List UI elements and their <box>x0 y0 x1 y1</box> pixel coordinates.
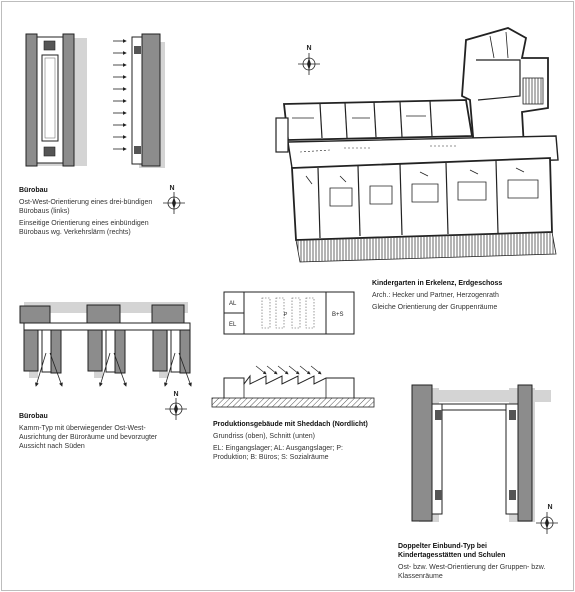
plan-label-al: AL <box>229 301 237 307</box>
caption-kindergarten <box>372 279 562 315</box>
plan-label-p: P <box>284 312 288 318</box>
caption-line: Ost-West-Orientierung eines drei-bündigen Bürobaus (links) <box>19 199 153 215</box>
buerobau-single-aisle-plan <box>132 34 165 168</box>
production-section <box>212 366 374 407</box>
plan-label-el: EL <box>229 322 237 328</box>
caption-title: Kindergarten in Erkelenz, Erdgeschoss <box>372 280 503 287</box>
north-label-3: N <box>173 391 179 398</box>
caption-line: Ost- bzw. West-Orientierung der Gruppen- bzw. Klassenräume <box>398 564 546 580</box>
north-label-1: N <box>169 185 175 192</box>
north-label-2: N <box>306 45 312 52</box>
plan-label-bs: B+S <box>332 312 344 318</box>
caption-title: Bürobau <box>19 413 48 420</box>
caption-title: Doppelter Einbund-Typ bei Kindertagesstätten und Schulen <box>398 543 506 559</box>
buerobau-three-aisle-plan <box>26 34 87 166</box>
caption-line: Kamm-Typ mit überwiegender Ost-West-Ausrichtung der Büroräume und bevorzugter Aussicht nach Süden <box>19 425 158 450</box>
caption-doppel <box>398 542 548 584</box>
north-arrow-1 <box>163 192 185 214</box>
caption-line: EL: Eingangslager; AL: Ausgangslager; P: Produktion; B: Büros; S: Sozialräume <box>213 445 343 461</box>
caption-title: Bürobau <box>19 187 48 194</box>
kindergarten-floor-plan <box>276 28 558 262</box>
caption-line: Gleiche Orientierung der Gruppenräume <box>372 304 498 311</box>
caption-line: Grundriss (oben), Schnitt (unten) <box>213 433 315 440</box>
double-single-aisle-plan <box>412 385 551 522</box>
north-arrow-4 <box>536 512 558 534</box>
caption-title: Produktionsgebäude mit Sheddach (Nordlicht) <box>213 421 368 428</box>
caption-produktion <box>213 420 378 465</box>
traffic-noise-arrows <box>113 41 126 149</box>
caption-buerobau-1 <box>19 186 159 240</box>
north-arrow-2 <box>298 53 320 75</box>
north-label-4: N <box>547 504 553 511</box>
caption-line: Arch.: Hecker und Partner, Herzogenrath <box>372 292 499 299</box>
caption-buerobau-2 <box>19 412 169 454</box>
caption-line: Einseitige Orientierung eines einbündigen Bürobaus wg. Verkehrslärm (rechts) <box>19 220 149 236</box>
buerobau-comb-plan <box>20 302 191 386</box>
